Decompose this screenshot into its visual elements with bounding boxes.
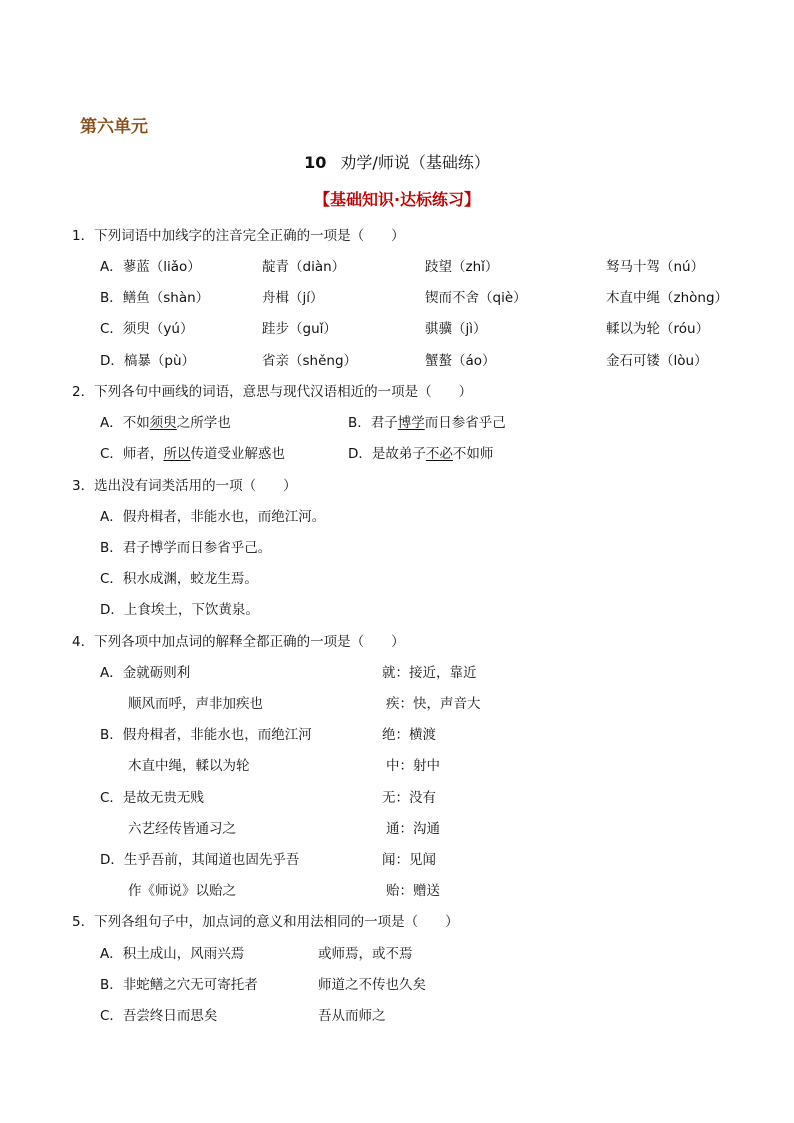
q5-a-left: A．积土成山，风雨兴焉 — [100, 946, 245, 962]
q4-sentence: A．金就砺则利 — [100, 665, 191, 681]
q4-sentence: 六艺经传皆通习之 — [128, 821, 236, 837]
lesson-number: 10 — [304, 153, 327, 172]
q1-c-3: 骐骥（jì） — [425, 321, 487, 337]
q3-option-a: A．假舟楫者，非能水也，而绝江河。 — [100, 509, 326, 525]
q3-option-b: B．君子博学而日参省乎己。 — [100, 540, 272, 556]
q1-row-d — [0, 352, 794, 370]
q5-row-c — [0, 1007, 794, 1025]
q1-a-4: 驽马十驾（nú） — [606, 259, 705, 275]
q1-d-3: 蟹螯（áo） — [425, 353, 496, 369]
q2-d-post: 不如师 — [452, 446, 494, 462]
q4-row — [0, 851, 794, 869]
q1-b-2: 舟楫（jí） — [262, 290, 324, 306]
q2-c-pre: C．师者， — [100, 446, 164, 462]
q1-d-4: 金石可镂（lòu） — [606, 353, 708, 369]
q2-row-ab — [0, 414, 794, 432]
q4-sentence: C．是故无贵无贱 — [100, 790, 204, 806]
q5-row-a — [0, 945, 794, 963]
q4-row — [0, 726, 794, 744]
q1-c-2: 跬步（guǐ） — [262, 321, 337, 337]
q2-option-d — [348, 445, 493, 463]
q4-explanation: 疾：快，声音大 — [386, 696, 481, 712]
q5-b-left: B．非蛇鳝之穴无可寄托者 — [100, 977, 258, 993]
q1-b-1: B．鳝鱼（shàn） — [100, 290, 210, 306]
q1-row-b — [0, 289, 794, 307]
q4-explanation: 通：沟通 — [386, 821, 440, 837]
q1-a-2: 靛青（diàn） — [262, 259, 346, 275]
q1-a-3: 跂望（zhǐ） — [425, 259, 499, 275]
q2-a-post: 之所学也 — [176, 415, 231, 431]
q4-explanation: 中：射中 — [386, 758, 440, 774]
q2-stem: 2．下列各句中画线的词语，意思与现代汉语相近的一项是（ ） — [72, 384, 473, 400]
q4-row — [0, 757, 794, 775]
page-title — [0, 150, 794, 173]
q4-sentence: 木直中绳，輮以为轮 — [128, 758, 250, 774]
q1-stem: 1．下列词语中加线字的注音完全正确的一项是（ ） — [72, 228, 405, 244]
q5-c-right: 吾从而师之 — [318, 1008, 386, 1024]
q3-option-c: C．积水成渊，蛟龙生焉。 — [100, 571, 258, 587]
q5-b-right: 师道之不传也久矣 — [318, 977, 426, 993]
q2-b-underlined: 博学 — [397, 415, 425, 431]
q4-sentence: B．假舟楫者，非能水也，而绝江河 — [100, 727, 312, 743]
q4-sentence: 作《师说》以贻之 — [128, 883, 236, 899]
q4-row — [0, 789, 794, 807]
q3-stem: 3．选出没有词类活用的一项（ ） — [72, 478, 297, 494]
q2-option-a — [100, 414, 231, 432]
q4-row — [0, 882, 794, 900]
q4-explanation: 闻：见闻 — [382, 852, 436, 868]
q4-sentence: 顺风而呼，声非加疾也 — [128, 696, 263, 712]
q4-stem: 4．下列各项中加点词的解释全都正确的一项是（ ） — [72, 634, 405, 650]
q2-b-pre: B．君子 — [348, 415, 398, 431]
q1-d-1: D．槁暴（pù） — [100, 353, 196, 369]
q3-option-d: D．上食埃土，下饮黄泉。 — [100, 602, 259, 618]
q2-d-underlined: 不必 — [425, 446, 453, 462]
q1-a-1: A．蓼蓝（liǎo） — [100, 259, 201, 275]
q5-stem: 5．下列各组句子中，加点词的意义和用法相同的一项是（ ） — [72, 914, 459, 930]
q4-row — [0, 820, 794, 838]
q5-c-left: C．吾尝终日而思矣 — [100, 1008, 218, 1024]
q1-c-1: C．须臾（yú） — [100, 321, 194, 337]
q1-d-2: 省亲（shěng） — [262, 353, 358, 369]
q4-row — [0, 695, 794, 713]
q2-c-underlined: 所以 — [163, 446, 191, 462]
section-heading: 【基础知识·达标练习】 — [313, 190, 481, 209]
q2-a-pre: A．不如 — [100, 415, 150, 431]
q2-option-b — [348, 414, 506, 432]
unit-label: 第六单元 — [80, 117, 148, 137]
q4-row — [0, 664, 794, 682]
q4-explanation: 就：接近，靠近 — [382, 665, 477, 681]
q2-d-pre: D．是故弟子 — [348, 446, 426, 462]
q2-row-cd — [0, 445, 794, 463]
q4-explanation: 贻：赠送 — [386, 883, 440, 899]
q4-explanation: 无：没有 — [382, 790, 436, 806]
q4-explanation: 绝：横渡 — [382, 727, 436, 743]
q1-row-a — [0, 258, 794, 276]
q1-b-4: 木直中绳（zhòng） — [606, 290, 729, 306]
q1-c-4: 輮以为轮（róu） — [606, 321, 710, 337]
q4-sentence: D．生乎吾前，其闻道也固先乎吾 — [100, 852, 300, 868]
q2-a-underlined: 须臾 — [149, 415, 177, 431]
q2-c-post: 传道受业解惑也 — [190, 446, 285, 462]
q2-b-post: 而日参省乎己 — [424, 415, 506, 431]
q2-option-c — [100, 445, 285, 463]
q5-a-right: 或师焉，或不焉 — [318, 946, 413, 962]
q1-b-3: 锲而不舍（qiè） — [425, 290, 527, 306]
q1-row-c — [0, 320, 794, 338]
lesson-title: 劝学/师说（基础练） — [340, 153, 490, 172]
q5-row-b — [0, 976, 794, 994]
